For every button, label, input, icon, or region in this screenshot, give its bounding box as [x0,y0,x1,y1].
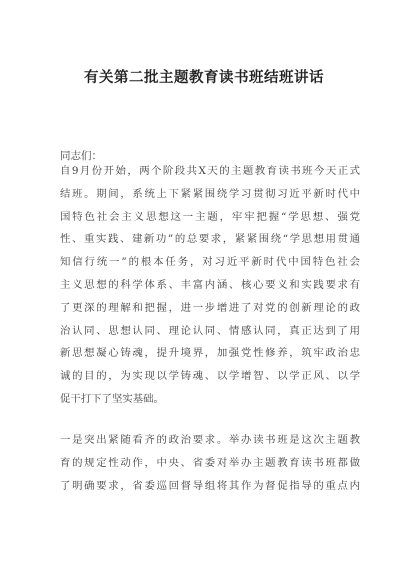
paragraph-line: 自9月份开始，两个阶段共X天的主题教育读书班今天正式 [60,165,360,177]
paragraph-line: 促干打下了坚实基础。 [60,392,164,405]
paragraph-line: 知信行统一”的根本任务，对习近平新时代中国特色社会 [60,256,360,269]
paragraph-line: 主义思想的科学体系、丰富内涵、核心要义和实践要求有 [60,278,360,291]
paragraph-line: 国特色社会主义思想这一主题，牢牢把握“学思想、强党 [60,210,360,223]
paragraph-1 [60,160,360,411]
paragraph-2 [60,429,360,497]
document-title: 有关第二批主题教育读书班结班讲话 [84,70,324,86]
paragraph-line: 治认同、思想认同、理论认同、情感认同，真正达到了用 [60,324,360,337]
paragraph-line: 性、重实践、建新功”的总要求，紧紧围绕“学思想用贯通 [60,233,360,246]
paragraph-line: 新思想凝心铸魂，提升境界，加强党性修养，筑牢政治忠 [60,347,360,360]
paragraph-line: 一是突出紧随看齐的政治要求。举办读书班是这次主题教 [60,434,360,446]
paragraph-line: 了更深的理解和把握，进一步增进了对党的创新理论的政 [60,301,360,314]
paragraph-line: 了明确要求，省委巡回督导组将其作为督促指导的重点内 [60,479,360,492]
paragraph-line: 诚的目的，为实现以学铸魂、以学增智、以学正风、以学 [60,370,360,383]
paragraph-line: 结班。期间，系统上下紧紧围绕学习贯彻习近平新时代中 [60,187,360,200]
greeting: 同志们： [60,150,102,162]
paragraph-line: 育的规定性动作，中央、省委对举办主题教育读书班都做 [60,456,360,469]
